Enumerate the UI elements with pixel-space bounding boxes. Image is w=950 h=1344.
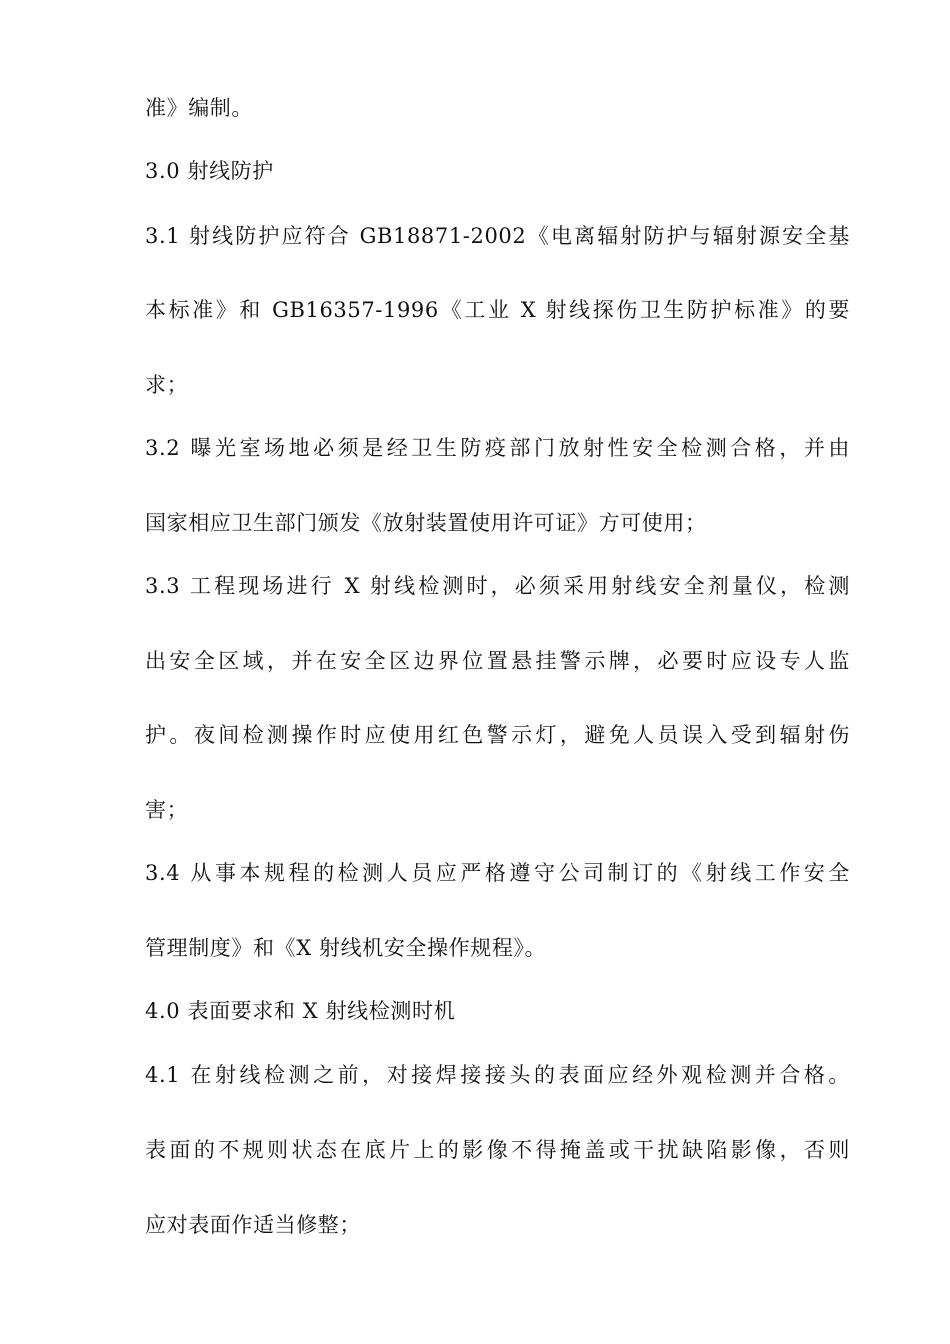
text-line-7: 国家相应卫生部门颁发《放射装置使用许可证》方可使用； <box>145 511 707 535</box>
section-heading-4-0: 4.0 表面要求和 X 射线检测时机 <box>145 999 456 1023</box>
text-line-10: 护。夜间检测操作时应使用红色警示灯，避免人员误入受到辐射伤 <box>145 723 850 747</box>
text-line-16: 表面的不规则状态在底片上的影像不得掩盖或干扰缺陷影像，否则 <box>145 1138 850 1162</box>
text-line-17: 应对表面作适当修整； <box>145 1213 361 1237</box>
text-line-5: 求； <box>145 373 189 397</box>
text-line-1: 准》编制。 <box>145 96 253 120</box>
text-line-11: 害； <box>145 798 189 822</box>
text-line-6: 3.2 曝光室场地必须是经卫生防疫部门放射性安全检测合格，并由 <box>145 436 850 460</box>
text-line-3: 3.1 射线防护应符合 GB18871-2002《电离辐射防护与辐射源安全基 <box>145 224 850 248</box>
text-line-4: 本标准》和 GB16357-1996《工业 X 射线探伤卫生防护标准》的要 <box>145 298 850 322</box>
text-line-15: 4.1 在射线检测之前，对接焊接接头的表面应经外观检测并合格。 <box>145 1063 850 1087</box>
text-line-13: 管理制度》和《X 射线机安全操作规程》。 <box>145 936 547 960</box>
text-line-12: 3.4 从事本规程的检测人员应严格遵守公司制订的《射线工作安全 <box>145 861 850 885</box>
text-line-9: 出安全区域，并在安全区边界位置悬挂警示牌，必要时应设专人监 <box>145 649 850 673</box>
section-heading-3-0: 3.0 射线防护 <box>145 159 274 183</box>
text-line-8: 3.3 工程现场进行 X 射线检测时，必须采用射线安全剂量仪，检测 <box>145 574 850 598</box>
